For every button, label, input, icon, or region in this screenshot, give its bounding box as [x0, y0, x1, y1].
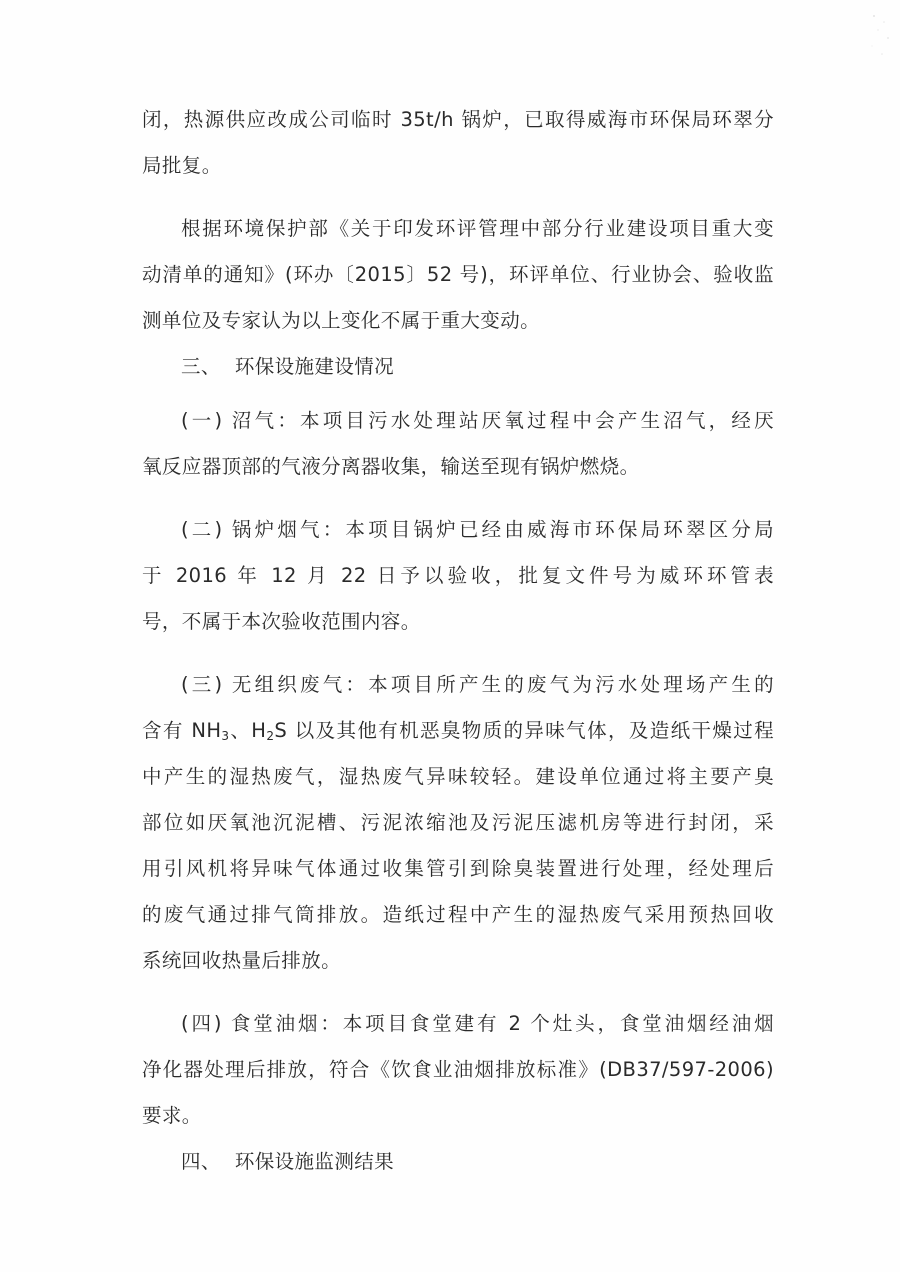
paragraph-line: (四) 食堂油烟：本项目食堂建有 2 个灶头，食堂油烟经油烟: [181, 1012, 774, 1035]
paragraph-line: 净化器处理后排放，符合《饮食业油烟排放标准》(DB37/597-2006): [142, 1058, 774, 1081]
paragraph-line: 的废气通过排气筒排放。造纸过程中产生的湿热废气采用预热回收: [142, 903, 774, 926]
text-run: 、H: [229, 719, 267, 742]
section-heading-3: [142, 344, 774, 390]
paragraph-line: 动清单的通知》(环办〔2015〕52 号)，环评单位、行业协会、验收监: [142, 263, 774, 286]
paragraph-line: 要求。: [142, 1104, 202, 1127]
scan-noise-mark: [864, 8, 894, 68]
paragraph-line: 局批复。: [142, 154, 222, 177]
paragraph-line: 于 2016 年 12 月 22 日予以验收，批复文件号为威环环管表: [142, 564, 774, 587]
paragraph-line: (三) 无组织废气：本项目所产生的废气为污水处理场产生的: [181, 673, 774, 696]
paragraph-line: 部位如厌氧池沉泥槽、污泥浓缩池及污泥压滤机房等进行封闭，采: [142, 811, 774, 834]
paragraph-line: (二) 锅炉烟气：本项目锅炉已经由威海市环保局环翠区分局: [181, 518, 774, 541]
paragraph-line: 闭，热源供应改成公司临时 35t/h 锅炉，已取得威海市环保局环翠分: [142, 108, 774, 131]
paragraph-line: 测单位及专家认为以上变化不属于重大变动。: [142, 309, 541, 332]
paragraph-line: 号，不属于本次验收范围内容。: [142, 610, 421, 633]
section-number: 四、: [181, 1150, 221, 1173]
text-run: S 以及其他有机恶臭物质的异味气体，及造纸干燥过程: [274, 719, 774, 742]
paragraph-line: 氧反应器顶部的气液分离器收集，输送至现有锅炉燃烧。: [142, 455, 640, 478]
paragraph-line: 系统回收热量后排放。: [142, 949, 342, 972]
section-heading-4: [142, 1139, 774, 1185]
paragraph-line: 用引风机将异味气体通过收集管引到除臭装置进行处理，经处理后: [142, 857, 774, 880]
subscript: 2: [266, 729, 275, 743]
section-title: 环保设施监测结果: [234, 1150, 395, 1173]
section-number: 三、: [181, 355, 221, 378]
paragraph-line: (一) 沼气：本项目污水处理站厌氧过程中会产生沼气，经厌: [181, 409, 774, 432]
subscript: 3: [221, 729, 230, 743]
section-title: 环保设施建设情况: [234, 355, 395, 378]
paragraph-line: 根据环境保护部《关于印发环评管理中部分行业建设项目重大变: [181, 217, 774, 240]
paragraph-line: 中产生的湿热废气，湿热废气异味较轻。建设单位通过将主要产臭: [142, 765, 774, 788]
paragraph-line-chemical: [142, 708, 774, 754]
document-body: [142, 97, 774, 1185]
text-run: 含有 NH: [142, 719, 222, 742]
